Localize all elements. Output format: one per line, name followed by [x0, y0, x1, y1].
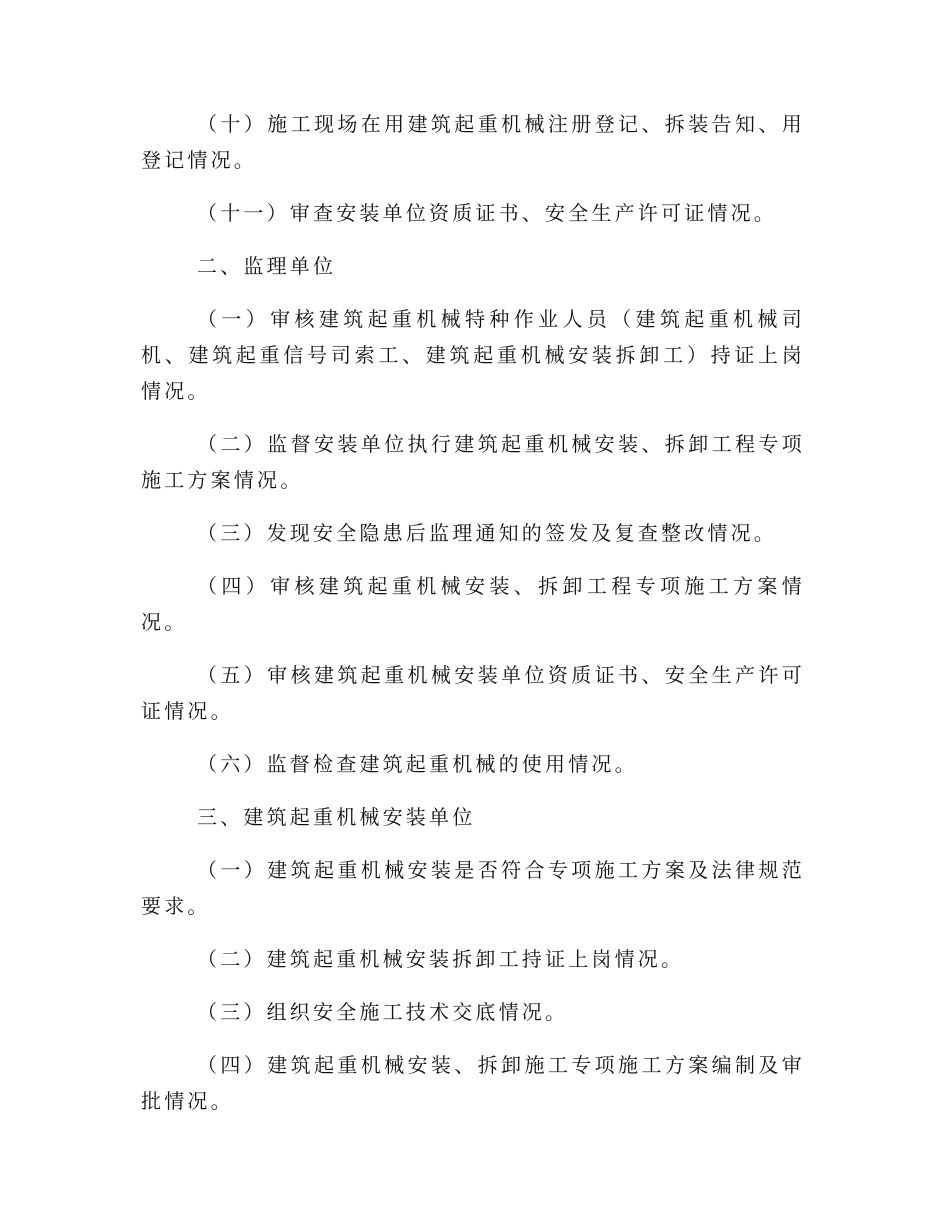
document-body: [141, 106, 805, 1136]
section-heading-anzhuang: 三、建筑起重机械安装单位: [197, 805, 476, 829]
paragraph-anzhuang-3: （三）组织安全施工技术交底情况。: [197, 1000, 569, 1024]
paragraph-jianli-5: （五）审核建筑起重机械安装单位资质证书、安全生产许可证情况。: [141, 663, 805, 723]
paragraph-shigong-11: （十一）审查安装单位资质证书、安全生产许可证情况。: [197, 201, 777, 225]
section-heading-jianli: 二、监理单位: [197, 254, 337, 278]
paragraph-anzhuang-1: （一）建筑起重机械安装是否符合专项施工方案及法律规范要求。: [141, 858, 805, 918]
paragraph-jianli-1: （一）审核建筑起重机械特种作业人员（建筑起重机械司机、建筑起重信号司索工、建筑起重机械安装拆卸工）持证上岗情况。: [141, 307, 805, 403]
paragraph-anzhuang-2: （二）建筑起重机械安装拆卸工持证上岗情况。: [197, 947, 685, 971]
paragraph-jianli-4: （四）审核建筑起重机械安装、拆卸工程专项施工方案情况。: [141, 574, 805, 634]
paragraph-jianli-6: （六）监督检查建筑起重机械的使用情况。: [197, 752, 638, 776]
paragraph-anzhuang-4: （四）建筑起重机械安装、拆卸施工专项施工方案编制及审批情况。: [141, 1053, 805, 1113]
paragraph-shigong-10: （十）施工现场在用建筑起重机械注册登记、拆装告知、用登记情况。: [141, 112, 805, 172]
paragraph-jianli-3: （三）发现安全隐患后监理通知的签发及复查整改情况。: [197, 521, 777, 545]
paragraph-jianli-2: （二）监督安装单位执行建筑起重机械安装、拆卸工程专项施工方案情况。: [141, 432, 805, 492]
